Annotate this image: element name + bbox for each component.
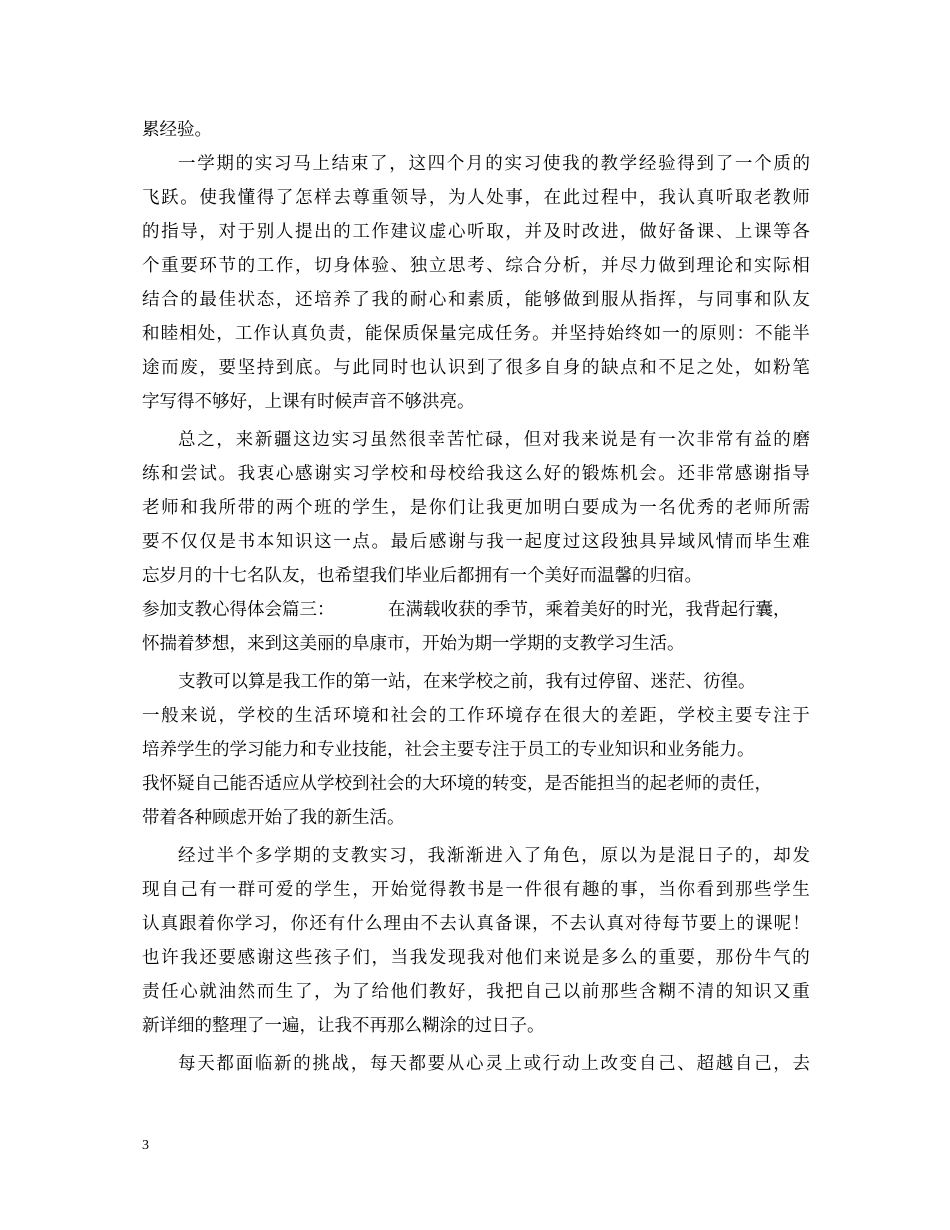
text-line: 怀揣着梦想，来到这美丽的阜康市，开始为期一学期的支教学习生活。 bbox=[142, 634, 685, 654]
text-line: 每 天 都 面 临 新 的 挑 战 ， 每 天 都 要 从 心 灵 上 或 行 动 上 改 变 自 己 、 超 越 自 己 ， 去 bbox=[178, 1054, 810, 1074]
text-line: 忘岁月的十七名队友，也希望我们毕业后都拥有一个美好而温馨的归宿。 bbox=[142, 566, 702, 586]
text-line: 个 重 要 环 节 的 工 作 ， 切 身 体 验 、 独 立 思 考 、 综 合 分 析 ， 并 尽 力 做 到 理 论 和 实 际 相 bbox=[142, 256, 810, 276]
text-line: 支教可以算是我工作的第一站，在来学校之前，我有过停留、迷茫、彷徨。 bbox=[178, 672, 756, 692]
text-line: 练 和 尝 试 。 我 衷 心 感 谢 实 习 学 校 和 母 校 给 我 这 么 好 的 锻 炼 机 会 。 还 非 常 感 谢 指 导 bbox=[142, 464, 810, 484]
text-line: 字写得不够好，上课有时候声音不够洪亮。 bbox=[142, 392, 475, 412]
text-line: 责 任 心 就 油 然 而 生 了 ， 为 了 给 他 们 教 好 ， 我 把 自 己 以 前 那 些 含 糊 不 清 的 知 识 又 重 bbox=[142, 982, 810, 1002]
text-line: 一 般 来 说 ， 学 校 的 生 活 环 境 和 社 会 的 工 作 环 境 存 在 很 大 的 差 距 ， 学 校 主 要 专 注 于 bbox=[142, 706, 810, 726]
body-text bbox=[142, 113, 810, 1081]
text-line: 飞 跃 。 使 我 懂 得 了 怎 样 去 尊 重 领 导 ， 为 人 处 事 ， 在 此 过 程 中 ， 我 认 真 听 取 老 教 师 bbox=[142, 188, 810, 208]
text-line: 带着各种顾虑开始了我的新生活。 bbox=[142, 808, 405, 828]
section-heading: 参加支教心得体会篇三： bbox=[142, 600, 335, 620]
text-line: 累经验。 bbox=[142, 120, 212, 140]
text-line: 新详细的整理了一遍，让我不再那么糊涂的过日子。 bbox=[142, 1016, 545, 1036]
text-line: 结 合 的 最 佳 状 态 ， 还 培 养 了 我 的 耐 心 和 素 质 ， 能 够 做 到 服 从 指 挥 ， 与 同 事 和 队 友 bbox=[142, 290, 810, 310]
text-line: 认 真 跟 着 你 学 习 ， 你 还 有 什 么 理 由 不 去 认 真 备 课 ， 不 去 认 真 对 待 每 节 要 上 的 课 呢 ！ bbox=[142, 914, 810, 934]
text-line: 我怀疑自己能否适应从学校到社会的大环境的转变，是否能担当的起老师的责任， bbox=[142, 774, 772, 794]
text-line: 现 自 己 有 一 群 可 爱 的 学 生 ， 开 始 觉 得 教 书 是 一 件 很 有 趣 的 事 ， 当 你 看 到 那 些 学 生 bbox=[142, 880, 810, 900]
text-line: 途 而 废 ， 要 坚 持 到 底 。 与 此 同 时 也 认 识 到 了 很 多 自 身 的 缺 点 和 不 足 之 处 ， 如 粉 笔 bbox=[142, 358, 810, 378]
text-line: 培养学生的学习能力和专业技能，社会主要专注于员工的专业知识和业务能力。 bbox=[142, 740, 755, 760]
text-line: 一 学 期 的 实 习 马 上 结 束 了 ， 这 四 个 月 的 实 习 使 我 的 教 学 经 验 得 到 了 一 个 质 的 bbox=[178, 154, 810, 174]
text-line: 经 过 半 个 多 学 期 的 支 教 实 习 ， 我 渐 渐 进 入 了 角 色 ， 原 以 为 是 混 日 子 的 ， 却 发 bbox=[178, 846, 810, 866]
text-line: 总 之 ， 来 新 疆 这 边 实 习 虽 然 很 幸 苦 忙 碌 ， 但 对 我 来 说 是 有 一 次 非 常 有 益 的 磨 bbox=[178, 430, 810, 450]
text-line: 老 师 和 我 所 带 的 两 个 班 的 学 生 ， 是 你 们 让 我 更 加 明 白 要 成 为 一 名 优 秀 的 老 师 所 需 bbox=[142, 498, 810, 518]
text-line: 也 许 我 还 要 感 谢 这 些 孩 子 们 ， 当 我 发 现 我 对 他 们 来 说 是 多 么 的 重 要 ， 那 份 牛 气 的 bbox=[142, 948, 810, 968]
text-line: 在满载收获的季节，乘着美好的时光，我背起行囊， bbox=[388, 600, 791, 620]
page-number: 3 bbox=[142, 1138, 149, 1153]
text-line: 要 不 仅 仅 是 书 本 知 识 这 一 点 。 最 后 感 谢 与 我 一 起 度 过 这 段 独 具 异 域 风 情 而 毕 生 难 bbox=[142, 532, 810, 552]
text-line: 和 睦 相 处 ， 工 作 认 真 负 责 ， 能 保 质 保 量 完 成 任 务 。 并 坚 持 始 终 如 一 的 原 则 ： 不 能 半 bbox=[142, 324, 810, 344]
text-line: 的 指 导 ， 对 于 别 人 提 出 的 工 作 建 议 虚 心 听 取 ， 并 及 时 改 进 ， 做 好 备 课 、 上 课 等 各 bbox=[142, 222, 810, 242]
section-heading-line bbox=[142, 593, 810, 627]
